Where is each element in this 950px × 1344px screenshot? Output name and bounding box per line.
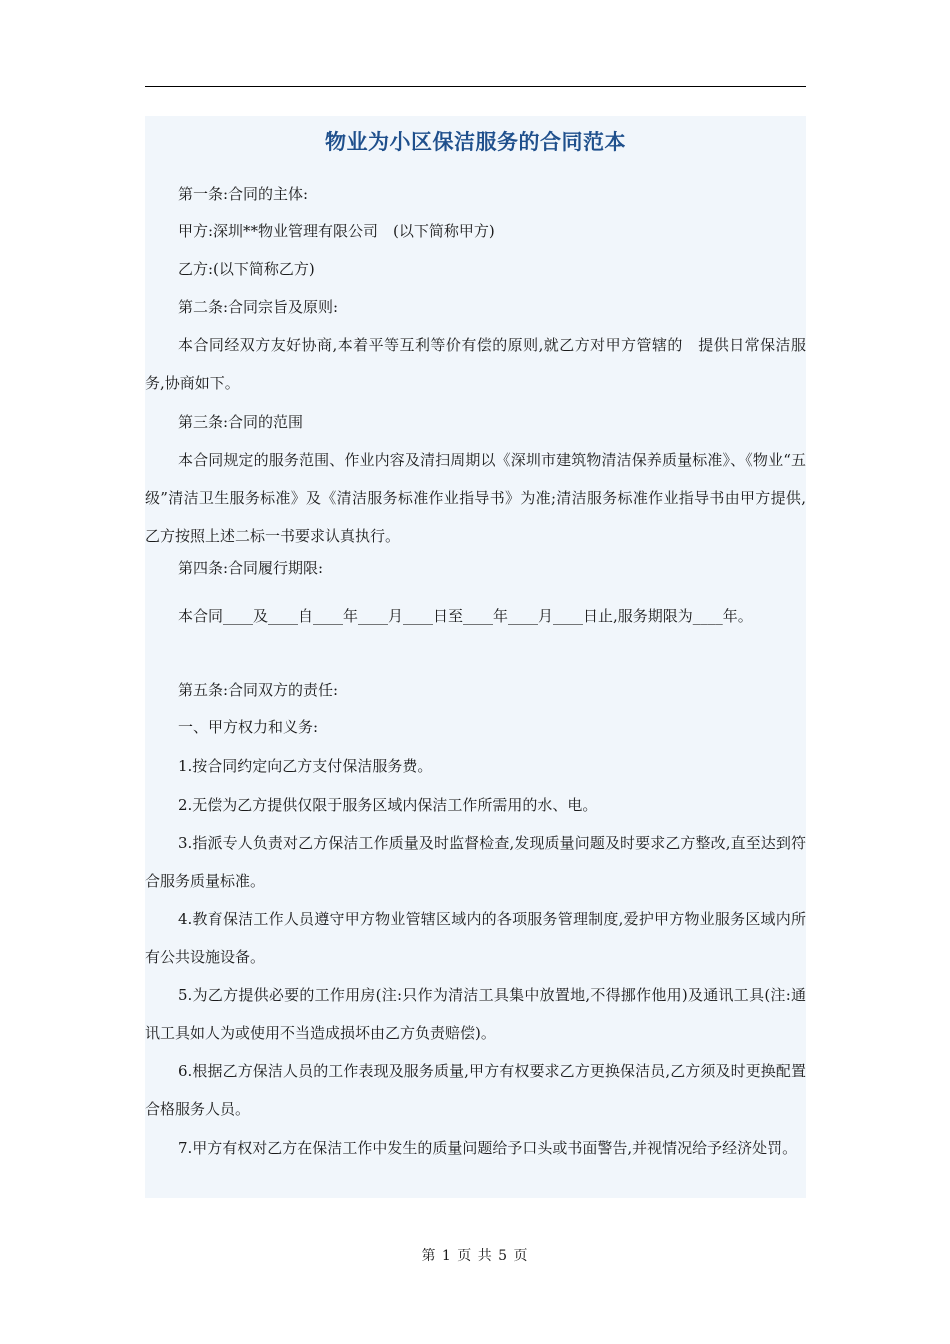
page-number: 第 1 页 共 5 页 [421,1248,529,1264]
list-item-6: 6.根据乙方保洁人员的工作表现及服务质量,甲方有权要求乙方更换保洁员,乙方须及时更换配置合格服务人员。 [145,1062,806,1118]
list-item-2: 2.无偿为乙方提供仅限于服务区域内保洁工作所需用的水、电。 [178,796,598,814]
list-item-5: 5.为乙方提供必要的工作用房(注:只作为清洁工具集中放置地,不得挪作他用)及通讯工具(注:通讯工具如人为或使用不当造成损坏由乙方负责赔偿)。 [145,986,806,1042]
paragraph-article-2: 第二条:合同宗旨及原则: [178,298,339,316]
header-rule [145,86,806,87]
paragraph-article-3: 第三条:合同的范围 [178,413,304,431]
paragraph-party-a: 甲方:深圳**物业管理有限公司 (以下简称甲方) [178,222,495,240]
paragraph-party-b: 乙方:(以下简称乙方) [178,260,315,278]
paragraph-party-a-rights: 一、甲方权力和义务: [178,718,319,736]
document-body [145,116,806,1198]
paragraph-purpose: 本合同经双方友好协商,本着平等互利等价有偿的原则,就乙方对甲方管辖的 提供日常保洁服务,协商如下。 [145,336,806,392]
document-title: 物业为小区保洁服务的合同范本 [325,130,626,154]
list-item-3: 3.指派专人负责对乙方保洁工作质量及时监督检查,发现质量问题及时要求乙方整改,直至达到符合服务质量标准。 [145,834,806,890]
list-item-1: 1.按合同约定向乙方支付保洁服务费。 [178,757,433,775]
paragraph-article-4: 第四条:合同履行期限: [178,559,324,577]
list-item-4: 4.教育保洁工作人员遵守甲方物业管辖区域内的各项服务管理制度,爱护甲方物业服务区域内所有公共设施设备。 [145,910,806,966]
list-item-7: 7.甲方有权对乙方在保洁工作中发生的质量问题给予口头或书面警告,并视情况给予经济处罚。 [178,1139,798,1157]
paragraph-term: 本合同____及____自____年____月____日至____年____月____日止,服务期限为____年。 [178,607,753,625]
paragraph-article-5: 第五条:合同双方的责任: [178,681,339,699]
paragraph-article-1: 第一条:合同的主体: [178,185,309,203]
paragraph-scope: 本合同规定的服务范围、作业内容及清扫周期以《深圳市建筑物清洁保养质量标准》、《物业“五级”清洁卫生服务标准》及《清洁服务标准作业指导书》为准;清洁服务标准作业指导书由甲方提供,乙方按照上述二标一书要求认真执行。 [145,451,806,545]
